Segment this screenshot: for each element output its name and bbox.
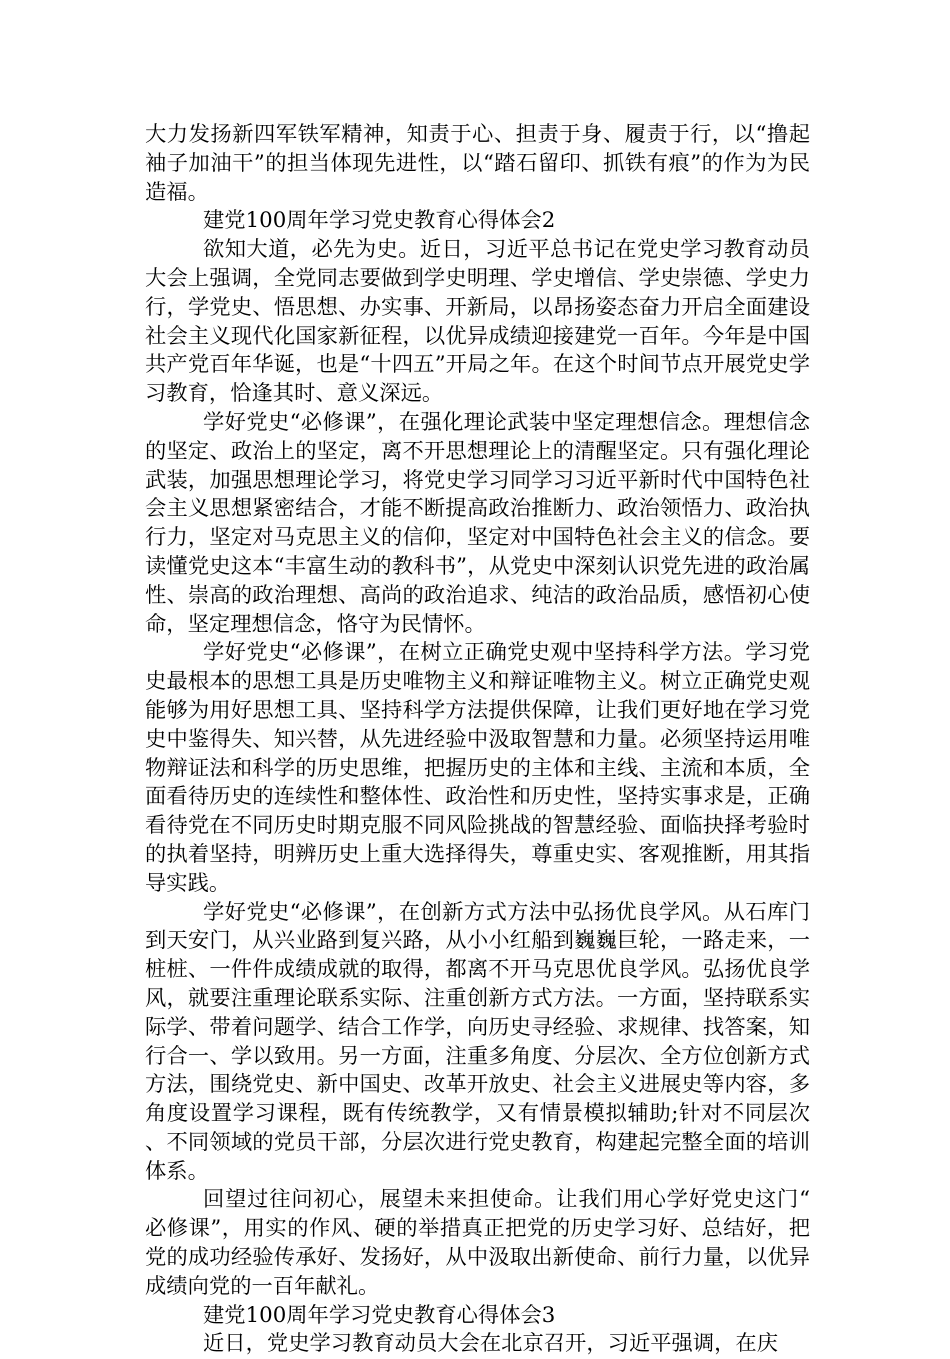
paragraph-opening: 欲知大道，必先为史。近日，习近平总书记在党史学习教育动员大会上强调，全党同志要做到学史明理、学史增信、学史崇德、学史力行，学党史、悟思想、办实事、开新局，以昂扬姿态奋力开启全面建设社会主义现代化国家新征程，以优异成绩迎接建党一百年。今年是中国共产党百年华诞，也是“十四五”开局之年。在这个时间节点开展党史学习教育，恰逢其时、意义深远。 [145, 237, 810, 407]
paragraph-method: 学好党史“必修课”，在树立正确党史观中坚持科学方法。学习党史最根本的思想工具是历史唯物主义和辩证唯物主义。树立正确党史观能够为用好思想工具、坚持科学方法提供保障，让我们更好地在学习党史中鉴得失、知兴替，从先进经验中汲取智慧和力量。必须坚持运用唯物辩证法和科学的历史思维，把握历史的主体和主线、主流和本质，全面看待历史的连续性和整体性、政治性和历史性，坚持实事求是，正确看待党在不同历史时期克服不同风险挑战的智慧经验、面临抉择考验时的执着坚持，明辨历史上重大选择得失，尊重史实、客观推断，用其指导实践。 [145, 640, 810, 896]
paragraph-theory: 学好党史“必修课”，在强化理论武装中坚定理想信念。理想信念的坚定、政治上的坚定，离不开思想理论上的清醒坚定。只有强化理论武装，加强思想理论学习，将党史学习同学习习近平新时代中国特色社会主义思想紧密结合，才能不断提高政治推断力、政治领悟力、政治执行力，坚定对马克思主义的信仰，坚定对中国特色社会主义的信念。要读懂党史这本“丰富生动的教科书”，从党史中深刻认识党先进的政治属性、崇高的政治理想、高尚的政治追求、纯洁的政治品质，感悟初心使命，坚定理想信念，恪守为民情怀。 [145, 409, 810, 637]
section-heading-3: 建党100周年学习党史教育心得体会3 [203, 1302, 556, 1328]
paragraph-intro: 大力发扬新四军铁军精神，知责于心、担责于身、履责于行，以“撸起袖子加油干”的担当体现先进性，以“踏石留印、抓铁有痕”的作为为民造福。 [145, 122, 810, 205]
paragraph-study-style: 学好党史“必修课”，在创新方式方法中弘扬优良学风。从石库门到天安门，从兴业路到复兴路，从小小红船到巍巍巨轮，一路走来，一桩桩、一件件成绩成就的取得，都离不开马克思优良学风。弘扬优良学风，就要注重理论联系实际、注重创新方式方法。一方面，坚持联系实际学、带着问题学、结合工作学，向历史寻经验、求规律、找答案，知行合一、学以致用。另一方面，注重多角度、分层次、全方位创新方式方法，围绕党史、新中国史、改革开放史、社会主义进展史等内容，多角度设置学习课程，既有传统教学，又有情景模拟辅助;针对不同层次、不同领域的党员干部，分层次进行党史教育，构建起完整全面的培训体系。 [145, 899, 810, 1184]
section-heading-2: 建党100周年学习党史教育心得体会2 [203, 208, 556, 234]
paragraph-section3-start: 近日，党史学习教育动员大会在北京召开，习近平强调，在庆 [203, 1331, 779, 1357]
paragraph-conclusion: 回望过往问初心，展望未来担使命。让我们用心学好党史这门“必修课”，用实的作风、硬的举措真正把党的历史学习好、总结好，把党的成功经验传承好、发扬好，从中汲取出新使命、前行力量，以优异成绩向党的一百年献礼。 [145, 1187, 810, 1299]
document-page [145, 121, 810, 1359]
